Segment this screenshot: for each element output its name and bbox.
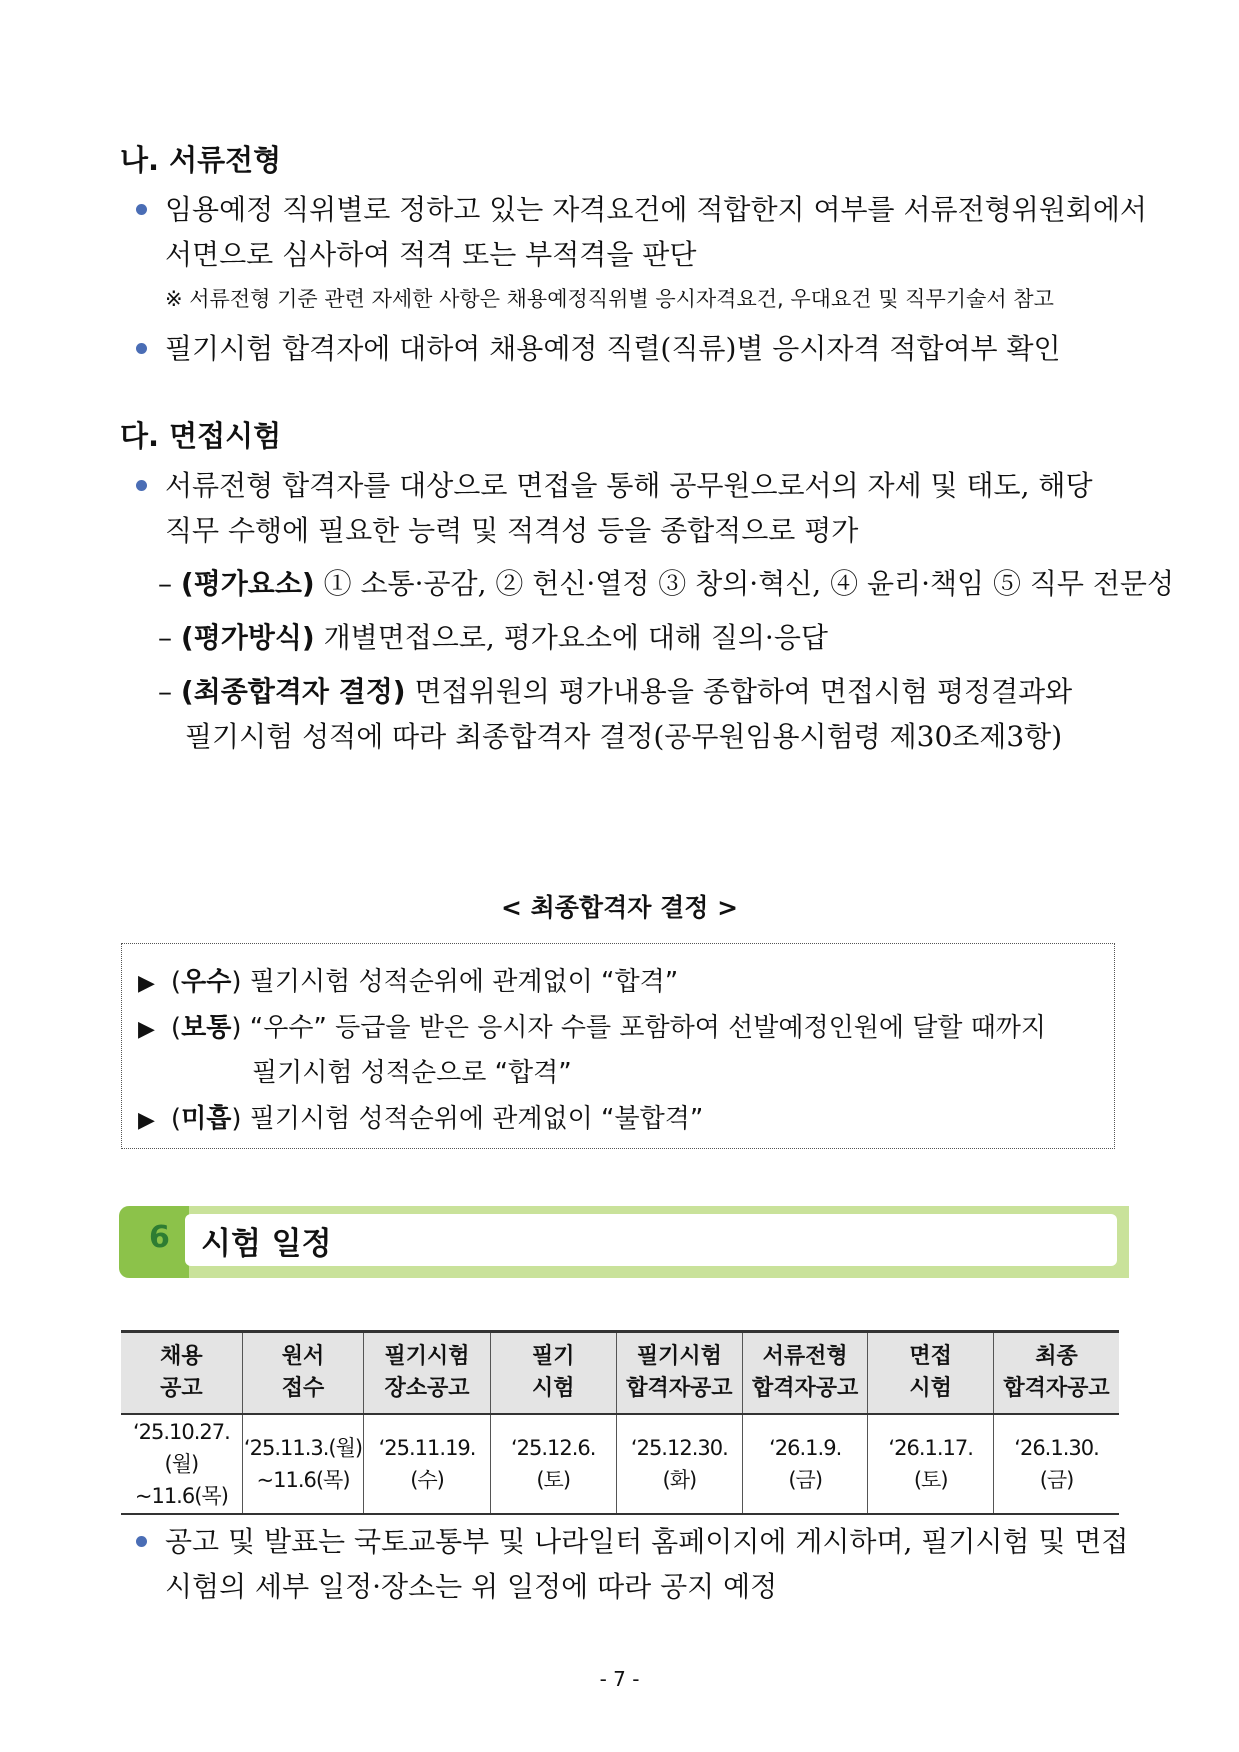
column-header [616,1332,742,1415]
decision-text: 필기시험 성적순위에 관계없이 “합격” [249,967,679,997]
cell-line: ~11.6(목) [134,1484,228,1508]
table-cell [994,1414,1119,1514]
header-line: 합격자공고 [752,1376,859,1401]
eval-items-label: (평가요소) [180,567,315,600]
bullet-icon [136,204,147,215]
screening-paragraph-line1: 임용예정 직위별로 정하고 있는 자격요건에 적합한지 여부를 서류전형위원회에서 [165,193,1147,226]
decision-text: “우수” 등급을 받은 응시자 수를 포함하여 선발예정인원에 달할 때까지 [249,1013,1047,1043]
decision-item-insufficient: ▶ (미흡) 필기시험 성적순위에 관계없이 “불합격” [138,1104,704,1134]
cell-line: ‘25.12.30. [630,1436,728,1460]
table-cell [242,1414,364,1514]
header-line: 최종 [1035,1344,1078,1369]
page-number: - 7 - [599,1667,640,1691]
header-line: 필기시험 [384,1344,470,1369]
decision-text: 필기시험 성적순위에 관계없이 “불합격” [249,1104,704,1134]
section-6-header [119,1206,1129,1278]
triangle-right-icon: ▶ [138,971,155,996]
header-line: 공고 [160,1376,203,1401]
triangle-right-icon: ▶ [138,1108,155,1133]
final-decision-label: (최종합격자 결정) [180,675,406,708]
cell-line: (토) [536,1468,571,1492]
column-header [994,1332,1119,1415]
header-line: 채용 [160,1344,203,1369]
screening-note: ※ 서류전형 기준 관련 자세한 사항은 채용예정직위별 응시자격요건, 우대요건 및 직무기술서 참고 [165,287,1054,311]
cell-line: (금) [1039,1468,1074,1492]
triangle-right-icon: ▶ [138,1017,155,1042]
screening-eligibility-check: 필기시험 합격자에 대하여 채용예정 직렬(직류)별 응시자격 적합여부 확인 [165,332,1061,365]
section-number: 6 [149,1220,170,1255]
table-cell [121,1414,242,1514]
eval-method-row: – (평가방식) 개별면접으로, 평가요소에 대해 질의·응답 [158,621,828,654]
decision-box [121,943,1115,1149]
table-row [121,1414,1119,1514]
column-header [743,1332,868,1415]
table-cell [743,1414,868,1514]
section-title: 시험 일정 [201,1226,332,1262]
header-line: 합격자공고 [1003,1376,1110,1401]
eval-items-text: ① 소통·공감, ② 헌신·열정 ③ 창의·혁신, ④ 윤리·책임 ⑤ 직무 전문성 [323,567,1175,600]
column-header [868,1332,994,1415]
cell-line: ‘26.1.17. [888,1436,973,1460]
cell-line: ‘25.12.6. [510,1436,596,1460]
column-header [490,1332,616,1415]
eval-items-row: – (평가요소) ① 소통·공감, ② 헌신·열정 ③ 창의·혁신, ④ 윤리·책임 ⑤ 직무 전문성 [158,567,1175,600]
bullet-icon [136,343,147,354]
header-line: 서류전형 [762,1344,848,1369]
table-cell [490,1414,616,1514]
column-header [121,1332,242,1415]
decision-item-normal: ▶ (보통) “우수” 등급을 받은 응시자 수를 포함하여 선발예정인원에 달할 때까지 [138,1013,1047,1043]
bullet-icon [136,480,147,491]
cell-line: ‘25.11.19. [378,1436,476,1460]
screening-paragraph-line2: 서면으로 심사하여 적격 또는 부적격을 판단 [165,238,697,271]
header-line: 필기시험 [636,1344,722,1369]
header-line: 필기 [531,1344,575,1369]
header-line: 장소공고 [384,1376,470,1401]
table-header-row [121,1332,1119,1415]
exam-schedule-table [121,1330,1119,1515]
header-line: 접수 [281,1376,325,1401]
cell-line: ‘26.1.30. [1014,1436,1099,1460]
interview-paragraph-line2: 직무 수행에 필요한 능력 및 적격성 등을 종합적으로 평가 [165,514,859,547]
header-line: 시험 [531,1376,575,1401]
closing-paragraph-line1: 공고 및 발표는 국토교통부 및 나라일터 홈페이지에 게시하며, 필기시험 및 면접 [165,1525,1129,1558]
header-line: 원서 [281,1344,325,1369]
table-cell [616,1414,742,1514]
decision-item-excellent: ▶ (우수) 필기시험 성적순위에 관계없이 “합격” [138,967,679,997]
decision-grade: 미흡 [181,1104,232,1134]
closing-paragraph-line2: 시험의 세부 일정·장소는 위 일정에 따라 공지 예정 [165,1570,778,1603]
header-line: 면접 [909,1344,952,1369]
column-header [364,1332,490,1415]
cell-line: (금) [788,1468,823,1492]
eval-method-text: 개별면접으로, 평가요소에 대해 질의·응답 [323,621,828,654]
cell-line: ‘25.10.27.(월) [132,1420,230,1476]
table-cell [364,1414,490,1514]
cell-line: ~11.6(목) [256,1468,350,1492]
heading-document-screening: 나. 서류전형 [120,143,282,177]
bullet-icon [136,1536,147,1547]
eval-method-label: (평가방식) [180,621,315,654]
decision-text-continued: 필기시험 성적순으로 “합격” [252,1058,572,1088]
final-decision-text-line1: 면접위원의 평가내용을 종합하여 면접시험 평정결과와 [414,675,1073,708]
heading-interview: 다. 면접시험 [120,419,282,453]
final-decision-text-line2: 필기시험 성적에 따라 최종합격자 결정(공무원임용시험령 제30조제3항) [185,720,1063,753]
final-decision-row: – (최종합격자 결정) 면접위원의 평가내용을 종합하여 면접시험 평정결과와 [158,675,1073,708]
header-line: 합격자공고 [626,1376,733,1401]
interview-paragraph-line1: 서류전형 합격자를 대상으로 면접을 통해 공무원으로서의 자세 및 태도, 해당 [165,469,1093,502]
decision-box-title: < 최종합격자 결정 > [500,893,739,922]
decision-grade: 우수 [181,967,232,997]
cell-line: ‘25.11.3.(월) [243,1436,363,1460]
column-header [242,1332,364,1415]
cell-line: (토) [913,1468,948,1492]
cell-line: (화) [662,1468,697,1492]
header-line: 시험 [909,1376,952,1401]
decision-grade: 보통 [181,1013,232,1043]
cell-line: (수) [410,1468,444,1492]
cell-line: ‘26.1.9. [769,1436,842,1460]
table-cell [868,1414,994,1514]
